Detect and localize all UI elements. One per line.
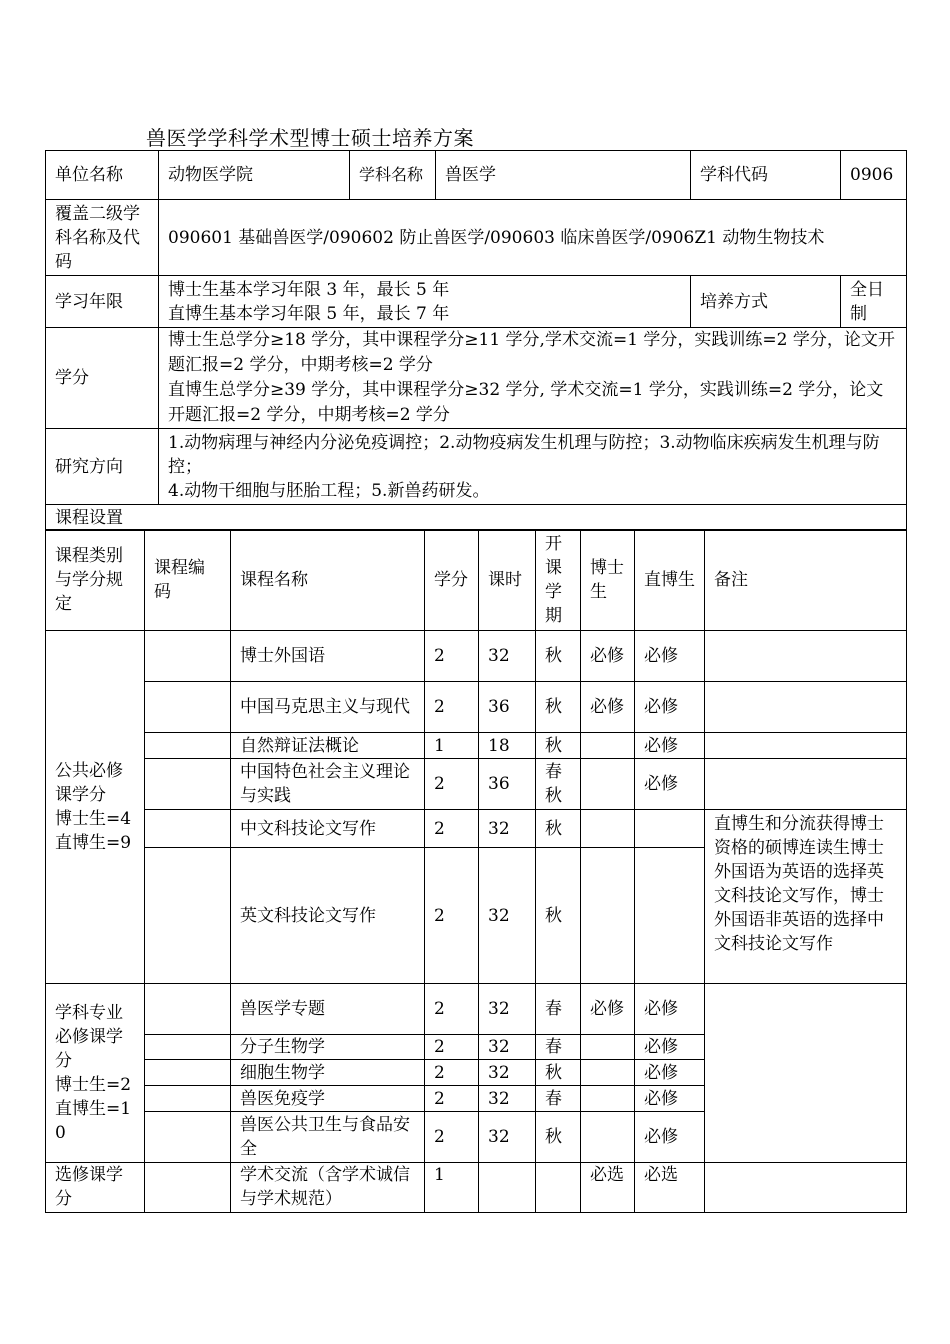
course-credit: 2 <box>425 848 479 984</box>
course-note <box>705 1163 907 1213</box>
courses-section-row <box>46 505 907 531</box>
course-note <box>705 631 907 682</box>
course-term: 秋 <box>536 1112 581 1163</box>
course-header-row <box>46 530 907 631</box>
unit-label: 单位名称 <box>46 151 159 200</box>
table-row <box>46 984 907 1035</box>
unit-value: 动物医学院 <box>159 151 350 200</box>
course-credit: 2 <box>425 984 479 1035</box>
course-hours <box>479 1163 536 1213</box>
course-note <box>705 984 907 1163</box>
course-phd <box>581 810 635 848</box>
research-label: 研究方向 <box>46 429 159 505</box>
course-credit: 2 <box>425 1035 479 1060</box>
course-credit: 1 <box>425 733 479 759</box>
course-direct: 必修 <box>635 1086 705 1112</box>
course-name: 细胞生物学 <box>231 1060 425 1086</box>
course-credit: 2 <box>425 631 479 682</box>
document-title: 兽医学学科学术型博士硕士培养方案 <box>146 126 474 150</box>
sub-discipline-label: 覆盖二级学科名称及代码 <box>46 200 159 276</box>
sub-discipline-value: 090601 基础兽医学/090602 防止兽医学/090603 临床兽医学/0906Z1 动物生物技术 <box>159 200 907 276</box>
course-note <box>705 733 907 759</box>
table-row <box>46 759 907 810</box>
course-name: 兽医免疫学 <box>231 1086 425 1112</box>
courses-section-title: 课程设置 <box>46 505 907 531</box>
course-term: 秋 <box>536 682 581 733</box>
course-credit: 2 <box>425 810 479 848</box>
course-code <box>145 1112 231 1163</box>
training-mode-label: 培养方式 <box>691 276 841 328</box>
study-years-direct: 直博生基本学习年限 5 年，最长 7 年 <box>168 303 450 324</box>
course-credit: 2 <box>425 1112 479 1163</box>
code-value: 0906 <box>841 151 907 200</box>
category-label: 公共必修课学分 <box>55 761 123 805</box>
course-code <box>145 733 231 759</box>
header-note: 备注 <box>705 530 907 631</box>
course-credit: 1 <box>425 1163 479 1213</box>
course-phd: 必修 <box>581 682 635 733</box>
category-phd-credits: 博士生=2 <box>55 1075 132 1095</box>
course-hours: 32 <box>479 1086 536 1112</box>
course-code <box>145 631 231 682</box>
credits-phd: 博士生总学分≥18 学分，其中课程学分≥11 学分,学术交流=1 学分，实践训练=2 学分，论文开题汇报=2 学分，中期考核=2 学分 <box>168 330 895 375</box>
course-hours: 32 <box>479 1060 536 1086</box>
sub-discipline-row <box>46 200 907 276</box>
study-years-value <box>159 276 691 328</box>
course-phd <box>581 1035 635 1060</box>
course-term: 秋 <box>536 1060 581 1086</box>
course-hours: 32 <box>479 810 536 848</box>
course-code <box>145 759 231 810</box>
header-code: 课程编码 <box>145 530 231 631</box>
course-phd <box>581 733 635 759</box>
course-name: 学术交流（含学术诚信与学术规范） <box>231 1163 425 1213</box>
course-credit: 2 <box>425 1086 479 1112</box>
course-name: 兽医公共卫生与食品安全 <box>231 1112 425 1163</box>
discipline-label: 学科名称 <box>350 151 436 200</box>
header-credit: 学分 <box>425 530 479 631</box>
course-term: 春秋 <box>536 759 581 810</box>
course-phd <box>581 759 635 810</box>
course-phd <box>581 1060 635 1086</box>
credits-direct: 直博生总学分≥39 学分，其中课程学分≥32 学分, 学术交流=1 学分，实践训练=2 学分，论文开题汇报=2 学分，中期考核=2 学分 <box>168 380 884 425</box>
course-code <box>145 1060 231 1086</box>
course-term: 春 <box>536 984 581 1035</box>
course-hours: 32 <box>479 1112 536 1163</box>
table-row <box>46 631 907 682</box>
course-hours: 32 <box>479 984 536 1035</box>
header-term: 开课学期 <box>536 530 581 631</box>
course-name: 兽医学专题 <box>231 984 425 1035</box>
study-years-label: 学习年限 <box>46 276 159 328</box>
table-row <box>46 682 907 733</box>
course-direct <box>635 848 705 984</box>
course-hours: 18 <box>479 733 536 759</box>
course-name: 自然辩证法概论 <box>231 733 425 759</box>
writing-course-note: 直博生和分流获得博士资格的硕博连读生博士外国语为英语的选择英文科技论文写作，博士外国语非英语的选择中文科技论文写作 <box>705 810 907 984</box>
course-hours: 36 <box>479 682 536 733</box>
course-term: 秋 <box>536 733 581 759</box>
course-code <box>145 984 231 1035</box>
program-info-table <box>45 150 907 531</box>
course-hours: 36 <box>479 759 536 810</box>
course-table <box>45 529 907 1213</box>
course-code <box>145 1163 231 1213</box>
course-direct: 必修 <box>635 1060 705 1086</box>
course-hours: 32 <box>479 631 536 682</box>
header-hours: 课时 <box>479 530 536 631</box>
course-phd: 必修 <box>581 631 635 682</box>
code-label: 学科代码 <box>691 151 841 200</box>
course-term: 春 <box>536 1035 581 1060</box>
credits-label: 学分 <box>46 328 159 429</box>
course-credit: 2 <box>425 682 479 733</box>
course-name: 分子生物学 <box>231 1035 425 1060</box>
course-hours: 32 <box>479 1035 536 1060</box>
course-phd: 必选 <box>581 1163 635 1213</box>
course-term: 秋 <box>536 810 581 848</box>
category-direct-credits: 直博生=9 <box>55 833 132 853</box>
category-label: 选修课学分 <box>55 1165 123 1209</box>
course-name: 中文科技论文写作 <box>231 810 425 848</box>
course-direct <box>635 810 705 848</box>
course-term: 春 <box>536 1086 581 1112</box>
table-row <box>46 1163 907 1213</box>
category-phd-credits: 博士生=4 <box>55 809 132 829</box>
header-category: 课程类别与学分规定 <box>46 530 145 631</box>
research-row <box>46 429 907 505</box>
unit-row <box>46 151 907 200</box>
header-phd: 博士生 <box>581 530 635 631</box>
header-name: 课程名称 <box>231 530 425 631</box>
course-name: 博士外国语 <box>231 631 425 682</box>
course-direct: 必修 <box>635 631 705 682</box>
course-name: 英文科技论文写作 <box>231 848 425 984</box>
course-direct: 必修 <box>635 1112 705 1163</box>
course-phd: 必修 <box>581 984 635 1035</box>
table-row <box>46 810 907 848</box>
course-direct: 必选 <box>635 1163 705 1213</box>
course-name: 中国马克思主义与现代 <box>231 682 425 733</box>
course-note <box>705 682 907 733</box>
course-note <box>705 759 907 810</box>
training-mode-value: 全日制 <box>841 276 907 328</box>
course-phd <box>581 1112 635 1163</box>
research-line-1: 1.动物病理与神经内分泌免疫调控；2.动物疫病发生机理与防控；3.动物临床疾病发生机理与防控； <box>168 432 880 477</box>
course-credit: 2 <box>425 1060 479 1086</box>
course-term: 秋 <box>536 848 581 984</box>
header-direct: 直博生 <box>635 530 705 631</box>
course-code <box>145 810 231 848</box>
category-public-required <box>46 631 145 984</box>
credits-value <box>159 328 907 429</box>
discipline-value: 兽医学 <box>436 151 691 200</box>
course-direct: 必修 <box>635 1035 705 1060</box>
course-code <box>145 682 231 733</box>
course-phd <box>581 1086 635 1112</box>
category-label: 学科专业必修课学分 <box>55 1003 123 1071</box>
course-code <box>145 1035 231 1060</box>
credits-row <box>46 328 907 429</box>
course-direct: 必修 <box>635 759 705 810</box>
course-direct: 必修 <box>635 984 705 1035</box>
course-term <box>536 1163 581 1213</box>
course-hours: 32 <box>479 848 536 984</box>
study-years-phd: 博士生基本学习年限 3 年，最长 5 年 <box>168 279 450 300</box>
category-discipline-required <box>46 984 145 1163</box>
course-term: 秋 <box>536 631 581 682</box>
study-years-row <box>46 276 907 328</box>
course-code <box>145 848 231 984</box>
course-credit: 2 <box>425 759 479 810</box>
category-direct-credits: 直博生=10 <box>55 1099 132 1143</box>
research-line-2: 4.动物干细胞与胚胎工程；5.新兽药研发。 <box>168 480 490 501</box>
course-phd <box>581 848 635 984</box>
course-name: 中国特色社会主义理论与实践 <box>231 759 425 810</box>
research-value <box>159 429 907 505</box>
course-direct: 必修 <box>635 682 705 733</box>
table-row <box>46 733 907 759</box>
course-code <box>145 1086 231 1112</box>
course-direct: 必修 <box>635 733 705 759</box>
category-elective <box>46 1163 145 1213</box>
